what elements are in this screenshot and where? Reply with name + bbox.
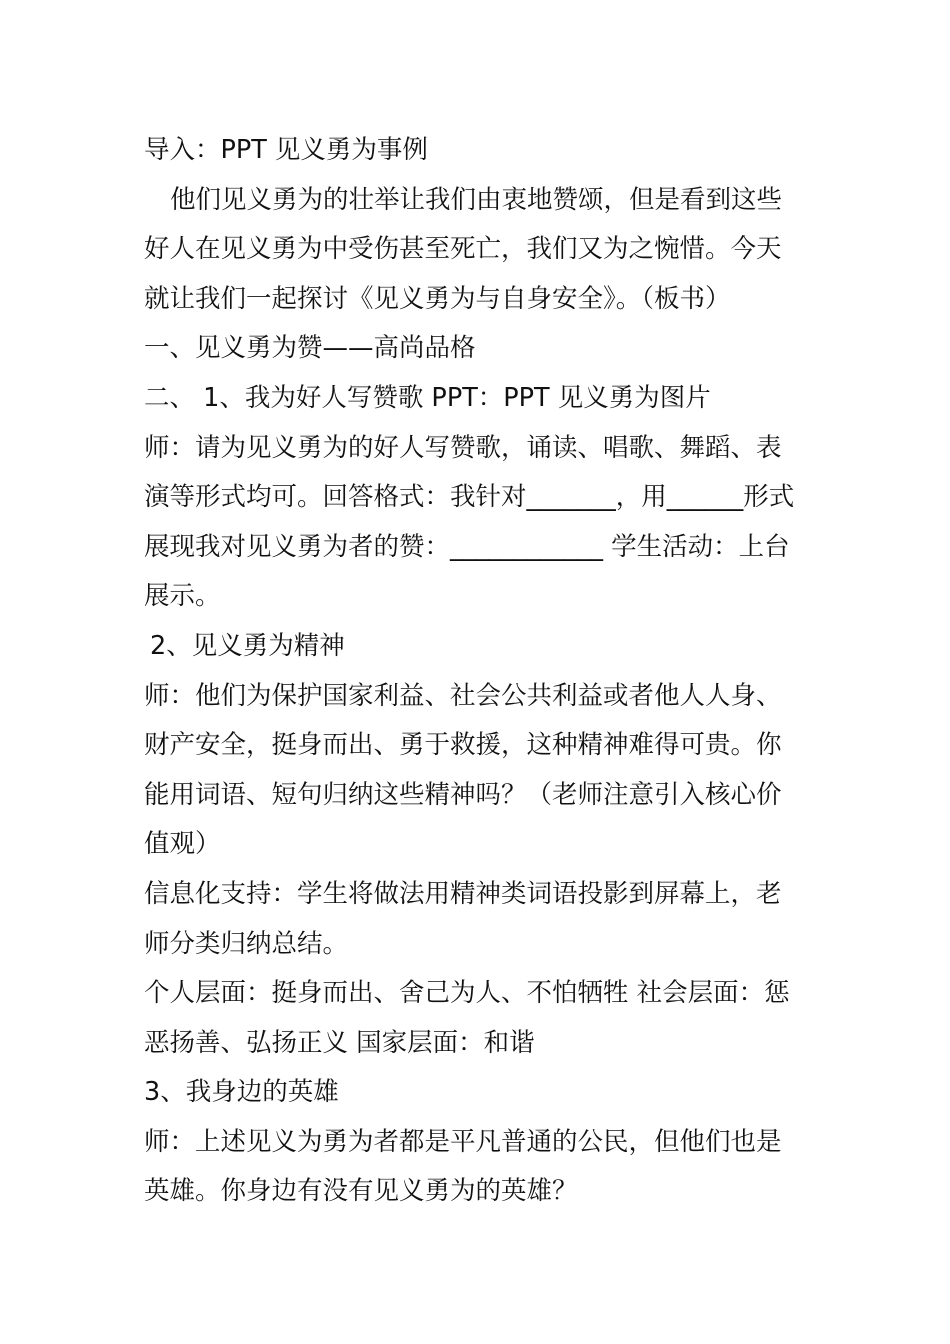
document-body	[144, 126, 808, 1217]
paragraph-line: 英雄。你身边有没有见义勇为的英雄？	[144, 1176, 578, 1207]
section-heading-one: 一、见义勇为赞——高尚品格	[144, 333, 476, 364]
paragraph-line: 个人层面：挺身而出、舍己为人、不怕牺牲 社会层面：惩	[144, 978, 790, 1009]
paragraph-line: 能用词语、短句归纳这些精神吗？（老师注意引入核心价	[144, 779, 782, 810]
paragraph-line: 好人在见义勇为中受伤甚至死亡，我们又为之惋惜。今天	[144, 234, 782, 265]
paragraph-line: 财产安全，挺身而出、勇于救援，这种精神难得可贵。你	[144, 730, 782, 761]
paragraph-line: 师：他们为保护国家利益、社会公共利益或者他人人身、	[144, 680, 782, 711]
paragraph-line: 演等形式均可。回答格式：我针对_______，用______形式	[144, 482, 795, 513]
subsection-heading: 2、见义勇为精神	[150, 630, 345, 661]
paragraph-line: 恶扬善、弘扬正义 国家层面：和谐	[144, 1027, 535, 1058]
subsection-heading: 3、我身边的英雄	[144, 1077, 339, 1108]
section-heading-two: 二、 1、我为好人写赞歌 PPT：PPT 见义勇为图片	[144, 382, 711, 413]
paragraph-line: 展现我对见义勇为者的赞：____________ 学生活动：上台	[144, 531, 790, 562]
paragraph-line: 师：上述见义为勇为者都是平凡普通的公民，但他们也是	[144, 1126, 782, 1157]
intro-heading: 导入：PPT 见义勇为事例	[144, 135, 428, 165]
paragraph-line: 就让我们一起探讨《见义勇为与自身安全》。（板书）	[144, 283, 731, 314]
paragraph-line: 师：请为见义勇为的好人写赞歌，诵读、唱歌、舞蹈、表	[144, 432, 782, 463]
paragraph-line: 他们见义勇为的壮举让我们由衷地赞颂，但是看到这些	[170, 184, 783, 215]
paragraph-line: 展示。	[144, 581, 221, 612]
paragraph-line: 师分类归纳总结。	[144, 928, 349, 959]
paragraph-line: 信息化支持：学生将做法用精神类词语投影到屏幕上，老	[144, 878, 782, 909]
paragraph-line: 值观）	[144, 829, 221, 860]
